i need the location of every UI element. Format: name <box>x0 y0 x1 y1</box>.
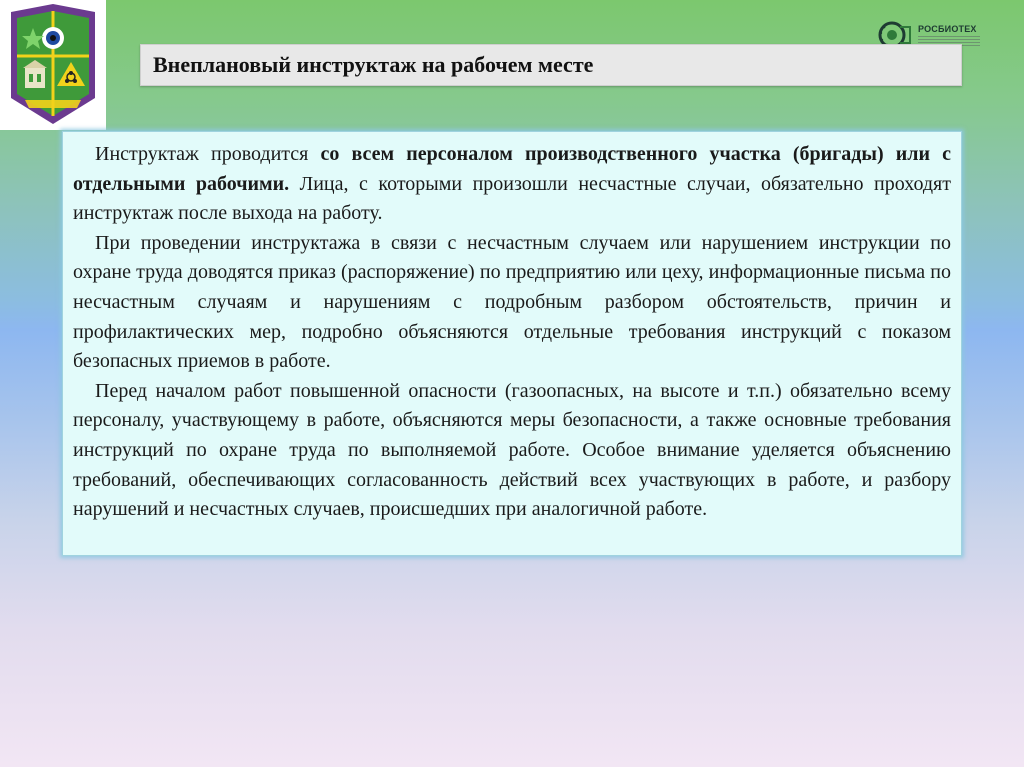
paragraph-1-emphasis: со всем персоналом производственного участка (бригады) или с отдельными рабочими. <box>73 143 952 195</box>
title-bar <box>140 44 962 86</box>
eye-icon <box>42 27 64 49</box>
paragraph-3: Перед началом работ повышенной опасности (газоопасных, на высоте и т.п.) обязательно всему персоналу, участвующему в работе, объясняются меры безопасности, а также основные требования инструкций по охране труда по выполняемой работе. Особое внимание уделяется объяснению требований, обеспечивающих согласованность действий всех участвующих в работе, и разбору нарушений и несчастных случаев, происшедших при аналогичной работе. <box>73 379 951 521</box>
paragraph-1-rest: Лица, с которыми произошли несчастные случаи, обязательно проходят инструктаж после выхода на работу. <box>73 172 952 225</box>
slide-title: Внеплановый инструктаж на рабочем месте <box>153 52 594 77</box>
paragraph-1-intro: Инструктаж проводится <box>95 143 321 165</box>
brand-name: РОСБИОТЕХ <box>918 23 977 34</box>
content-box <box>62 131 962 556</box>
university-emblem <box>0 0 106 130</box>
emblem-shield-icon <box>3 2 103 128</box>
paragraph-1 <box>73 140 951 229</box>
paragraph-2: При проведении инструктажа в связи с несчастным случаем или нарушением инструкции по охране труда доводятся приказ (распоряжение) по предприятию или цеху, информационные письма по несчастным случаям и нарушениям с подробным разбором обстоятельств, причин и профилактических мер, подробно объясняются отдельные требования инструкций с показом безопасных приемов в работе. <box>73 231 951 373</box>
